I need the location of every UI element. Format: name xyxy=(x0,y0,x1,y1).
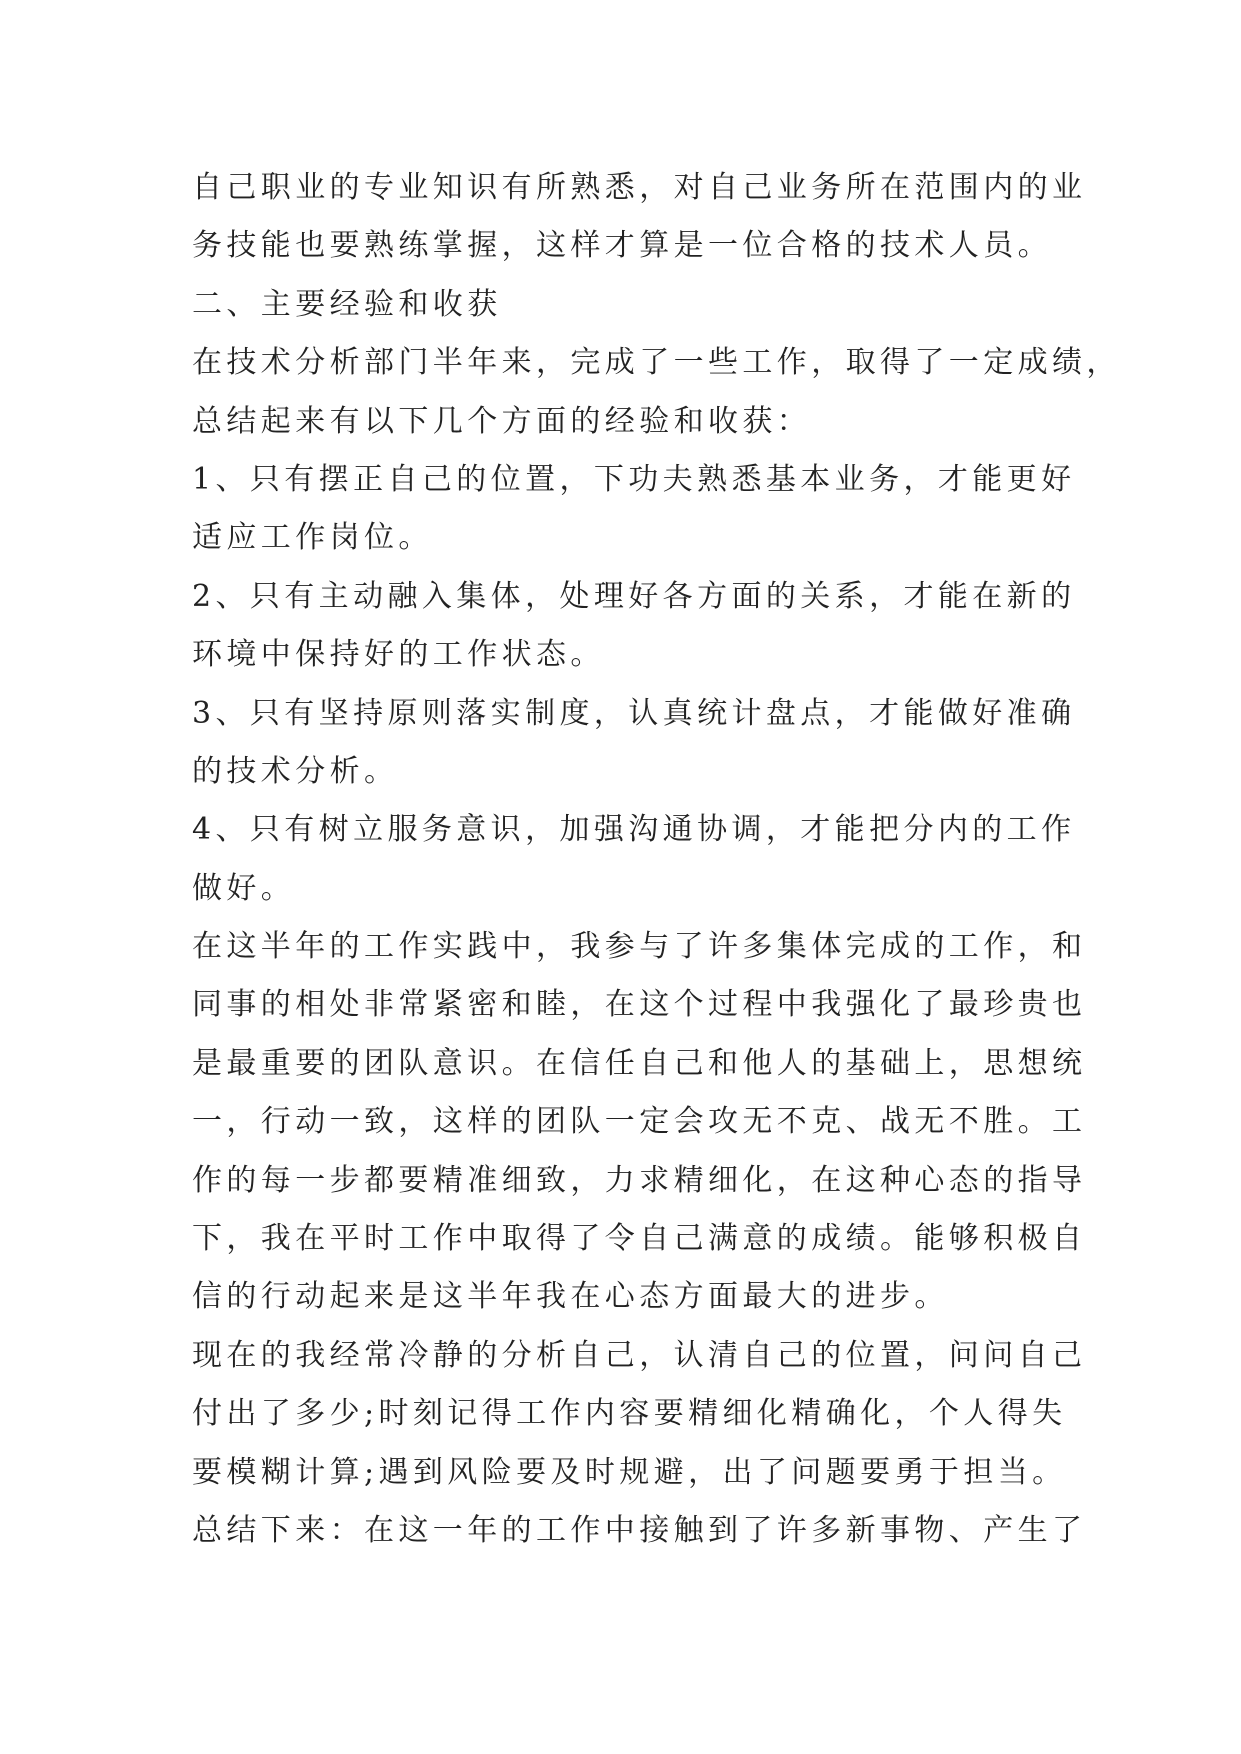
text-line: 在技术分析部门半年来，完成了一些工作，取得了一定成绩， xyxy=(192,345,1121,381)
text-line: 要模糊计算;遇到风险要及时规避，出了问题要勇于担当。 xyxy=(192,1454,1067,1490)
text-line: 一，行动一致，这样的团队一定会攻无不克、战无不胜。工 xyxy=(192,1104,1087,1140)
text-line: 付出了多少;时刻记得工作内容要精细化精确化，个人得失 xyxy=(192,1396,1067,1432)
text-line: 自己职业的专业知识有所熟悉，对自己业务所在范围内的业 xyxy=(192,170,1087,205)
list-item-line: 环境中保持好的工作状态。 xyxy=(192,637,605,673)
text-line: 同事的相处非常紧密和睦，在这个过程中我强化了最珍贵也 xyxy=(192,987,1087,1023)
text-line: 作的每一步都要精准细致，力求精细化，在这种心态的指导 xyxy=(192,1162,1087,1198)
text-line: 总结下来：在这一年的工作中接触到了许多新事物、产生了 xyxy=(192,1512,1087,1548)
text-line: 总结起来有以下几个方面的经验和收获： xyxy=(192,403,812,439)
section-heading: 二、主要经验和收获 xyxy=(192,286,502,322)
list-item-line: 适应工作岗位。 xyxy=(192,520,433,556)
list-item-line: 1、只有摆正自己的位置，下功夫熟悉基本业务，才能更好 xyxy=(192,461,1076,497)
list-item-line: 3、只有坚持原则落实制度，认真统计盘点，才能做好准确 xyxy=(192,695,1076,731)
text-line: 下，我在平时工作中取得了令自己满意的成绩。能够积极自 xyxy=(192,1221,1087,1257)
text-line: 在这半年的工作实践中，我参与了许多集体完成的工作，和 xyxy=(192,929,1087,965)
list-item-line: 2、只有主动融入集体，处理好各方面的关系，才能在新的 xyxy=(192,578,1076,614)
document-body xyxy=(192,159,1121,1560)
text-line: 务技能也要熟练掌握，这样才算是一位合格的技术人员。 xyxy=(192,228,1052,264)
list-item-line: 做好。 xyxy=(192,870,296,906)
text-line: 信的行动起来是这半年我在心态方面最大的进步。 xyxy=(192,1279,949,1315)
text-line: 现在的我经常冷静的分析自己，认清自己的位置，问问自己 xyxy=(192,1337,1087,1373)
list-item-line: 的技术分析。 xyxy=(192,753,399,789)
list-item-line: 4、只有树立服务意识，加强沟通协调，才能把分内的工作 xyxy=(192,812,1076,848)
text-line: 是最重要的团队意识。在信任自己和他人的基础上，思想统 xyxy=(192,1045,1087,1081)
